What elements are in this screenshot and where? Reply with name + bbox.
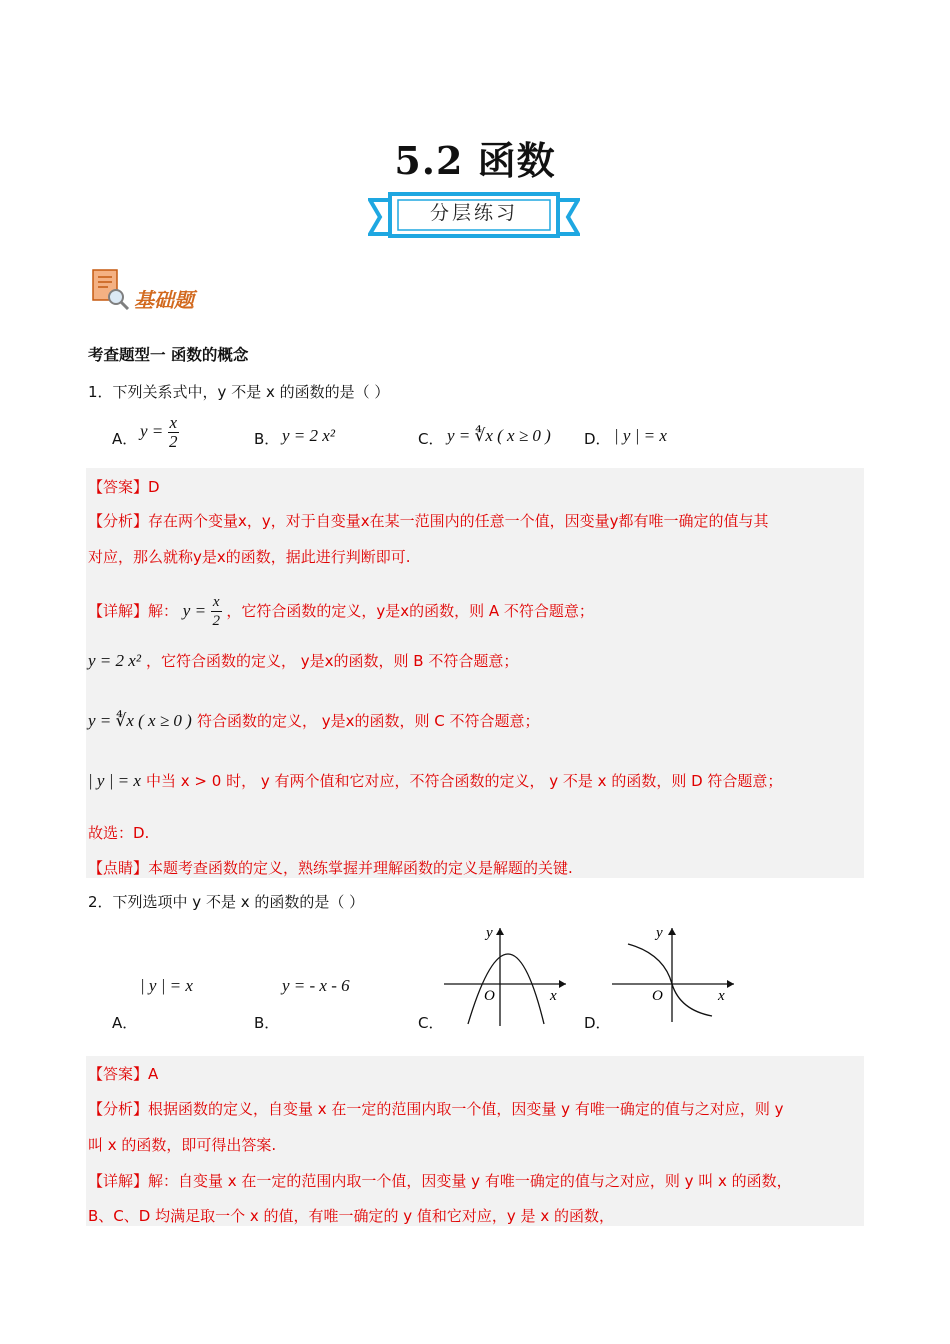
q1-detail-d [88, 770, 782, 791]
q1-analysis-line2: 对应，那么就称y是x的函数，据此进行判断即可. [88, 548, 411, 566]
q1-option-d-expr: | y | = x [614, 426, 667, 445]
q1-detail-b-expr: y = 2 x² [88, 651, 141, 670]
q2-analysis-line2: 叫 x 的函数，即可得出答案. [88, 1136, 277, 1154]
q1-analysis-line1: 【分析】存在两个变量x，y，对于自变量x在某一范围内的任意一个值，因变量y都有唯一确定的值与其 [88, 512, 769, 530]
q2-graph-c-parabola [440, 924, 570, 1028]
q2-stem: 2．下列选项中 y 不是 x 的函数的是（ ） [88, 893, 365, 911]
q1-detail-prefix: 【详解】解： [88, 602, 179, 620]
q1-option-c-expr: y = ∜x ( x ≥ 0 ) [447, 426, 551, 445]
q1-option-d-label: D． [584, 430, 611, 448]
q1-detail-a-rest: ，它符合函数的定义，y是x的函数，则 A 不符合题意； [226, 602, 594, 620]
q1-option-a-label: A． [112, 430, 138, 448]
q1-a-den: 2 [169, 432, 178, 451]
graph-c-curve [468, 954, 544, 1024]
document-magnifier-icon [90, 268, 130, 310]
q1-a-lhs: y = [140, 421, 164, 441]
q1-detail-b [88, 650, 518, 671]
q1-option-a-expr [140, 414, 179, 451]
banner-label: 分层练习 [429, 202, 518, 224]
q1-option-b-label: B． [254, 430, 280, 448]
q2-graph-d-curve [608, 924, 738, 1024]
q1-detail-a-num: x [212, 594, 220, 610]
q1-option-c-label: C． [418, 430, 444, 448]
section-label: 基础题 [134, 288, 194, 312]
q2-option-a-label: A． [112, 1014, 138, 1032]
q2-option-d-label: D． [584, 1014, 611, 1032]
q2-option-c-label: C． [418, 1014, 444, 1032]
q1-stem: 1．下列关系式中，y 不是 x 的函数的是（ ） [88, 383, 390, 401]
q1-comment: 【点睛】本题考查函数的定义，熟练掌握并理解函数的定义是解题的关键. [88, 859, 573, 877]
q1-a-num: x [169, 413, 178, 432]
q1-choose: 故选：D. [88, 824, 150, 842]
graph-d-y-label: y [656, 925, 663, 941]
q2-option-b-label: B． [254, 1014, 280, 1032]
page-title: 5.2 函数 [394, 138, 556, 183]
q1-detail-a [88, 593, 594, 630]
q1-detail-a-lhs: y = [182, 601, 207, 620]
q2-answer: 【答案】A [88, 1065, 159, 1083]
q2-analysis-line1: 【分析】根据函数的定义，自变量 x 在一定的范围内取一个值，因变量 y 有唯一确定的值与之对应，则 y [88, 1100, 784, 1118]
q1-detail-c-expr: y = ∜x ( x ≥ 0 ) [88, 711, 192, 730]
graph-c-y-label: y [486, 925, 493, 941]
q1-option-b-expr: y = 2 x² [282, 426, 335, 445]
graph-d-origin: O [652, 988, 663, 1004]
q1-detail-c-rest: 符合函数的定义， y是x的函数，则 C 不符合题意； [196, 712, 540, 730]
graph-c-x-label: x [550, 988, 557, 1004]
q2-option-b-expr: y = - x - 6 [282, 976, 350, 995]
q1-detail-a-den: 2 [212, 613, 220, 629]
q1-detail-d-expr: | y | = x [88, 771, 141, 790]
q2-option-a-expr: | y | = x [140, 976, 193, 995]
q2-detail-line1: 【详解】解：自变量 x 在一定的范围内取一个值，因变量 y 有唯一确定的值与之对应，则 y 叫 x 的函数， [88, 1172, 792, 1190]
graph-c-origin: O [484, 988, 495, 1004]
q1-answer: 【答案】D [88, 478, 160, 496]
graph-d-curve [628, 944, 712, 1016]
q2-detail-line2: B、C、D 均满足取一个 x 的值，有唯一确定的 y 值和它对应，y 是 x 的函数， [88, 1207, 614, 1225]
q1-detail-c [88, 710, 539, 731]
graph-d-x-label: x [718, 988, 725, 1004]
q1-detail-d-rest: 中当 x > 0 时， y 有两个值和它对应，不符合函数的定义， y 不是 x 的函数，则 D 符合题意； [146, 772, 783, 790]
topic-heading: 考查题型一 函数的概念 [88, 346, 249, 364]
q1-detail-b-rest: ，它符合函数的定义， y是x的函数，则 B 不符合题意； [146, 652, 519, 670]
